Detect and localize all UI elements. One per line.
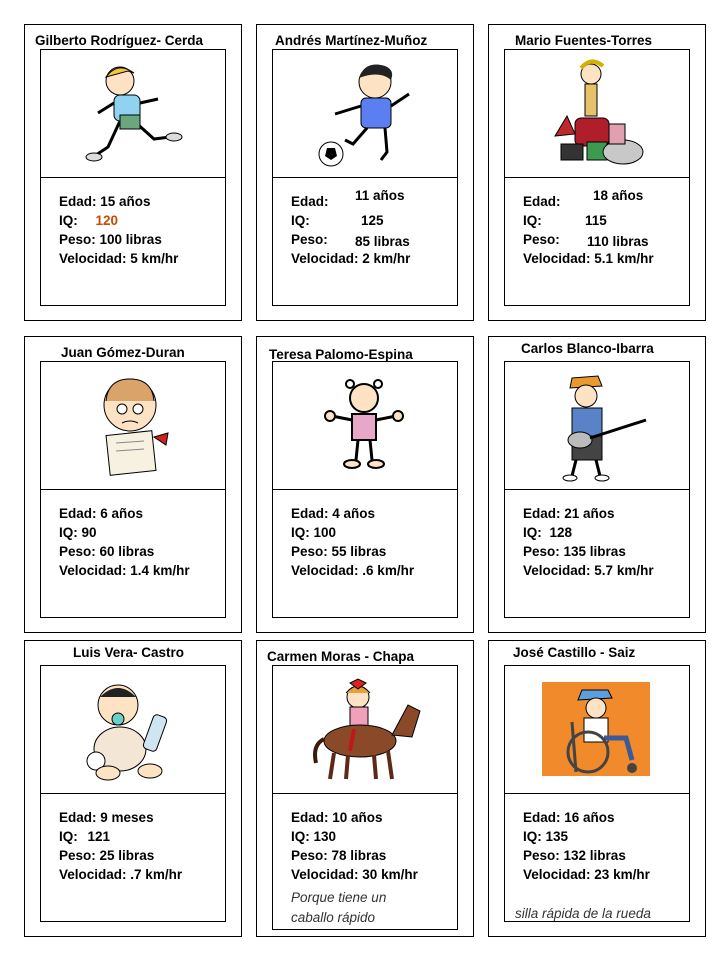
card-gilberto xyxy=(24,24,242,321)
iq-label: IQ: xyxy=(59,525,78,540)
speed-value: 1.4 km/hr xyxy=(130,563,190,578)
age-label: Edad: xyxy=(59,810,97,825)
iq-label: IQ: xyxy=(59,829,78,844)
speed-value: .7 km/hr xyxy=(130,867,183,882)
weight-value: 132 libras xyxy=(563,848,626,863)
speed-value: .6 km/hr xyxy=(362,563,415,578)
iq-label: IQ: xyxy=(523,829,542,844)
card-jose xyxy=(488,640,706,937)
speed-label: Velocidad: xyxy=(523,563,591,578)
weight-label: Peso: xyxy=(523,848,560,863)
girl-on-horse-illustration xyxy=(273,666,457,793)
card-name: Carmen Moras - Chapa xyxy=(267,649,415,664)
speed-label: Velocidad: xyxy=(291,563,359,578)
traveler-with-luggage-illustration xyxy=(505,50,689,177)
card-frame xyxy=(272,361,458,618)
speed-label: Velocidad: xyxy=(59,251,127,266)
speed-value: 5.1 km/hr xyxy=(594,251,654,266)
card-carmen xyxy=(256,640,474,937)
note-line-1: silla rápida de la rueda xyxy=(515,906,651,921)
age-value: 9 meses xyxy=(100,810,154,825)
weight-value: 25 libras xyxy=(99,848,155,863)
weight-value: 78 libras xyxy=(331,848,387,863)
card-juan xyxy=(24,336,242,633)
card-frame xyxy=(504,361,690,618)
little-girl-illustration xyxy=(273,362,457,489)
card-carlos xyxy=(488,336,706,633)
speed-value: 5 km/hr xyxy=(130,251,179,266)
age-label: Edad: xyxy=(523,810,561,825)
age-value: 6 años xyxy=(100,506,144,521)
card-frame xyxy=(504,665,690,922)
age-label: Edad: xyxy=(59,194,97,209)
age-label: Edad: xyxy=(291,194,329,209)
weight-value: 110 libras xyxy=(587,234,649,249)
note-line-1: Porque tiene un xyxy=(291,890,387,905)
iq-value: 90 xyxy=(81,525,97,540)
age-value: 11 años xyxy=(355,188,405,203)
iq-label: IQ: xyxy=(523,213,542,228)
iq-value: 128 xyxy=(549,525,573,540)
weight-value: 60 libras xyxy=(99,544,155,559)
speed-label: Velocidad: xyxy=(59,867,127,882)
speed-label: Velocidad: xyxy=(291,867,359,882)
iq-value: 125 xyxy=(361,213,384,228)
card-frame xyxy=(40,361,226,618)
iq-value: 120 xyxy=(95,213,119,228)
iq-value: 115 xyxy=(585,213,607,228)
age-value: 18 años xyxy=(593,188,644,203)
weight-value: 85 libras xyxy=(355,234,410,249)
iq-label: IQ: xyxy=(291,213,310,228)
card-name: Luis Vera- Castro xyxy=(73,645,185,660)
card-name: Juan Gómez-Duran xyxy=(61,345,185,360)
card-name: Gilberto Rodríguez- Cerda xyxy=(35,33,204,48)
card-name: Teresa Palomo-Espina xyxy=(269,347,413,362)
weight-value: 135 libras xyxy=(563,544,626,559)
card-andres xyxy=(256,24,474,321)
card-name: Mario Fuentes-Torres xyxy=(515,33,653,48)
speed-label: Velocidad: xyxy=(523,251,591,266)
speed-value: 23 km/hr xyxy=(594,867,650,882)
note-line-2: caballo rápido xyxy=(291,910,376,925)
age-label: Edad: xyxy=(59,506,97,521)
weight-label: Peso: xyxy=(523,544,560,559)
weight-label: Peso: xyxy=(291,544,328,559)
speed-label: Velocidad: xyxy=(59,563,127,578)
speed-label: Velocidad: xyxy=(291,251,359,266)
card-name: José Castillo - Saiz xyxy=(513,645,636,660)
age-value: 15 años xyxy=(100,194,151,209)
weight-label: Peso: xyxy=(291,848,328,863)
iq-label: IQ: xyxy=(523,525,542,540)
age-value: 16 años xyxy=(564,810,615,825)
age-label: Edad: xyxy=(291,506,329,521)
card-name: Carlos Blanco-Ibarra xyxy=(521,341,654,356)
speed-value: 2 km/hr xyxy=(362,251,411,266)
card-frame xyxy=(40,665,226,922)
boy-reading-paper-illustration xyxy=(41,362,225,489)
iq-value: 130 xyxy=(313,829,337,844)
age-value: 21 años xyxy=(564,506,615,521)
weight-label: Peso: xyxy=(523,232,560,247)
speed-label: Velocidad: xyxy=(523,867,591,882)
runner-boy-illustration xyxy=(41,50,225,177)
iq-value: 135 xyxy=(545,829,569,844)
boy-in-wheelchair-illustration xyxy=(505,666,689,793)
age-value: 4 años xyxy=(332,506,376,521)
card-frame xyxy=(40,49,226,306)
card-name: Andrés Martínez-Muñoz xyxy=(275,33,428,48)
guitarist-boy-illustration xyxy=(505,362,689,489)
card-frame xyxy=(272,49,458,306)
weight-label: Peso: xyxy=(59,232,96,247)
card-frame xyxy=(504,49,690,306)
baby-with-bottle-illustration xyxy=(41,666,225,793)
card-frame xyxy=(272,665,458,930)
card-luis xyxy=(24,640,242,937)
soccer-boy-illustration xyxy=(273,50,457,177)
iq-value: 121 xyxy=(87,829,111,844)
age-label: Edad: xyxy=(291,810,329,825)
age-value: 10 años xyxy=(332,810,383,825)
weight-value: 100 libras xyxy=(99,232,162,247)
iq-label: IQ: xyxy=(291,829,310,844)
speed-value: 30 km/hr xyxy=(362,867,418,882)
iq-label: IQ: xyxy=(291,525,310,540)
weight-value: 55 libras xyxy=(331,544,387,559)
age-label: Edad: xyxy=(523,194,561,209)
iq-value: 100 xyxy=(313,525,337,540)
weight-label: Peso: xyxy=(291,232,328,247)
card-mario xyxy=(488,24,706,321)
weight-label: Peso: xyxy=(59,848,96,863)
card-teresa xyxy=(256,336,474,633)
speed-value: 5.7 km/hr xyxy=(594,563,654,578)
iq-label: IQ: xyxy=(59,213,78,228)
weight-label: Peso: xyxy=(59,544,96,559)
age-label: Edad: xyxy=(523,506,561,521)
